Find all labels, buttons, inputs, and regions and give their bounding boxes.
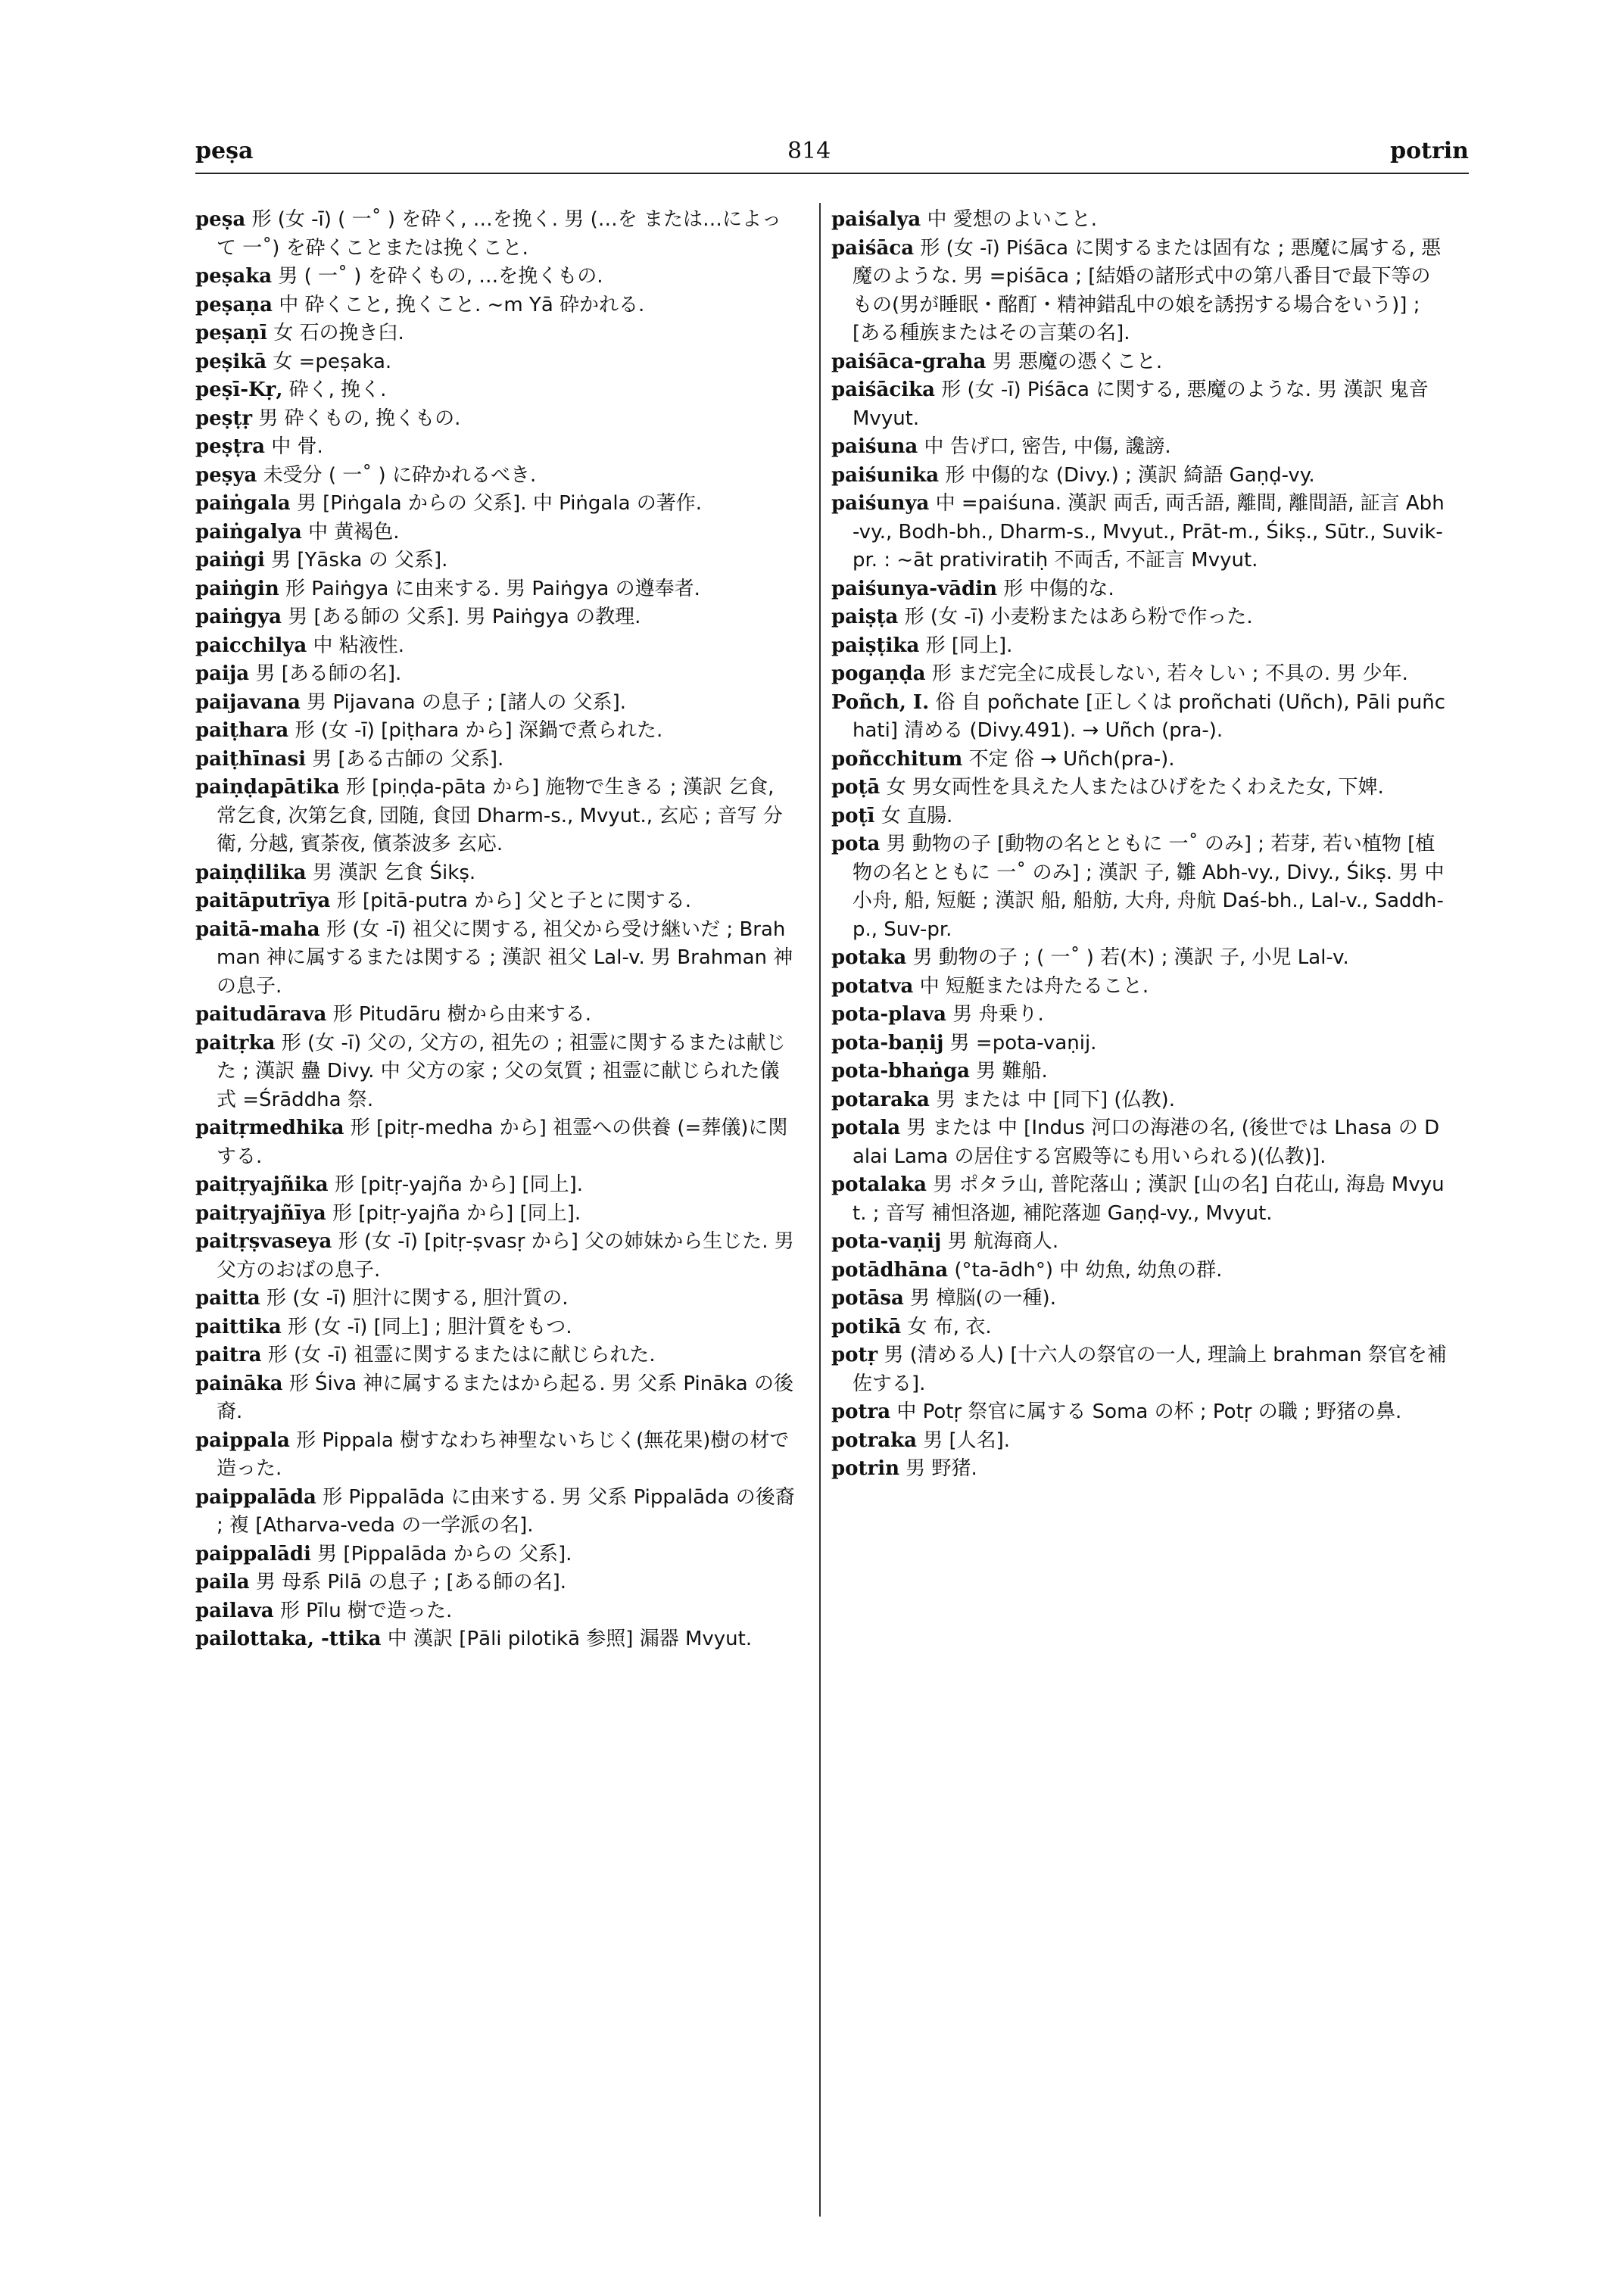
entry-definition: 男 母系 Pilā の息子 ; [ある師の名]. (255, 1571, 567, 1594)
entry-definition: 形 [piṇḍa-pāta から] 施物で生きる ; 漢訳 乞食, 常乞食, 次第乞食, 団随, 食団 Dharm-s., Mvyut., 玄応 ; 音写 分衛, 分越, 賓荼夜, 儐荼波多 玄応. (217, 776, 783, 855)
dictionary-entry (831, 1427, 1448, 1456)
entry-definition: 男 または 中 [Indus 河口の海港の名, (後世では Lhasa の Dalai Lama の居住する宮殿等にも用いられる)(仏教)]. (853, 1117, 1440, 1168)
entry-definition: 男 航海商人. (947, 1230, 1059, 1253)
dictionary-entry (195, 1228, 798, 1285)
entry-headword: peṣya (195, 463, 257, 487)
entry-headword: potala (831, 1117, 901, 1139)
dictionary-entry (195, 1030, 798, 1115)
entry-definition: 形 (女 -ī) 小麦粉またはあら粉で作った. (904, 606, 1253, 628)
dictionary-entry (831, 433, 1448, 462)
entry-headword: paiśalya (831, 208, 921, 231)
dictionary-entry (195, 717, 798, 746)
entry-headword: pota-baṇij (831, 1031, 944, 1055)
entry-definition: 形 [pitā-putra から] 父と子とに関する. (336, 889, 692, 912)
dictionary-entry (195, 1427, 798, 1484)
entry-definition: 男 舟乗り. (952, 1003, 1044, 1026)
dictionary-entry (195, 376, 798, 405)
entry-definition: 中 砕くこと, 挽くこと. ~m Yā 砕かれる. (279, 293, 645, 316)
entry-headword: potra (831, 1400, 891, 1423)
entry-definition: 男 難船. (976, 1060, 1048, 1083)
dictionary-entry (195, 1541, 798, 1569)
entry-definition: 男 動物の子 [動物の名とともに 一˚ のみ] ; 若芽, 若い植物 [植物の名とともに 一˚ のみ] ; 漢訳 子, 雛 Abh-vy., Divy., Śikṣ. 男 中 小舟, 船, 短艇 ; 漢訳 船, 船舫, 大舟, 舟航 Daś-bh., Lal-v., Saddh-p., Suv-pr. (853, 833, 1445, 941)
entry-headword: paiśuna (831, 435, 918, 458)
entry-definition: 男 または 中 [同下] (仏教). (936, 1088, 1175, 1111)
entry-headword: paiṅgin (195, 577, 279, 600)
entry-headword: paicchilya (195, 634, 307, 657)
entry-definition: 男 [ある古師の 父系]. (312, 747, 504, 771)
entry-headword: potaraka (831, 1088, 930, 1111)
dictionary-entry (195, 547, 798, 575)
entry-headword: poṭā (831, 776, 881, 799)
dictionary-entry (195, 1484, 798, 1541)
entry-headword: paiśāca-graha (831, 350, 987, 373)
entry-definition: 女 =peṣaka. (273, 350, 392, 373)
entry-headword: paitra (195, 1344, 262, 1366)
entry-headword: paijavana (195, 690, 301, 714)
dictionary-entry (195, 1001, 798, 1030)
entry-definition: 形 Pippala 樹すなわち神聖ないちじく(無花果)樹の材で造った. (217, 1428, 790, 1480)
dictionary-entry (831, 575, 1448, 604)
entry-headword: paiśācika (831, 379, 935, 401)
entry-definition: 男 動物の子 ; ( 一˚ ) 若(木) ; 漢訳 子, 小児 Lal-v. (912, 946, 1349, 969)
entry-definition: 中 粘液性. (313, 634, 404, 657)
dictionary-entry (831, 376, 1448, 433)
entry-definition: 男 Pijavana の息子 ; [諸人の 父系]. (307, 690, 626, 714)
entry-headword: potikā (831, 1315, 902, 1338)
dictionary-entry (831, 1001, 1448, 1030)
dictionary-entry (195, 1625, 798, 1654)
entry-headword: paitā-maha (195, 918, 320, 941)
entry-definition: 形 まだ完全に成長しない, 若々しい ; 不具の. 男 少年. (931, 662, 1408, 685)
entry-definition: 形 (女 -ī) Piśāca に関するまたは固有な ; 悪魔に属する, 悪魔のような. 男 =piśāca ; [結婚の諸形式中の第八番目で最下等のもの(男が睡眠・酩酊・精神錯乱中の娘を誘拐する場合をいう)] ; [ある種族またはその言葉の名]. (853, 236, 1442, 344)
entry-definition: 男 ポタラ山, 普陀落山 ; 漢訳 [山の名] 白花山, 海島 Mvyut. ; 音写 補怛洛迦, 補陀落迦 Gaṇḍ-vy., Mvyut. (853, 1173, 1445, 1225)
entry-headword: Poñch, I. (831, 690, 930, 714)
entry-definition: 形 (女 -ī) [同上] ; 胆汁質をもつ. (287, 1315, 572, 1338)
dictionary-entry (195, 575, 798, 604)
dictionary-entry (195, 291, 798, 320)
entry-headword: paitudārava (195, 1003, 327, 1026)
entry-definition: 未受分 ( 一˚ ) に砕かれるべき. (263, 463, 537, 487)
entry-definition: 形 (女 -ī) 胆汁に関する, 胆汁質の. (267, 1287, 569, 1310)
entry-definition: 俗 自 poñchate [正しくは proñchati (Uñch), Pāli puñchati] 清める (Divy.491). → Uñch (pra-). (853, 690, 1445, 742)
dictionary-entry (195, 263, 798, 291)
dictionary-entry (195, 916, 798, 1002)
entry-definition: 中 愛想のよいこと. (927, 208, 1098, 231)
dictionary-entry (831, 660, 1448, 689)
entry-definition: 形 (女 -ī) [piṭhara から] 深鍋で煮られた. (295, 719, 663, 742)
entry-definition: 男 砕くもの, 挽くもの. (258, 407, 461, 430)
dictionary-entry (831, 490, 1448, 575)
dictionary-entry (195, 1370, 798, 1427)
dictionary-entry (831, 1228, 1448, 1257)
entry-definition: 形 (女 -ī) 祖霊に関するまたはに献じられた. (267, 1344, 656, 1366)
dictionary-entry (831, 1114, 1448, 1171)
entry-headword: peṣaṇī (195, 322, 267, 344)
dictionary-entry (831, 774, 1448, 802)
entry-headword: paiṅgya (195, 606, 282, 628)
entry-definition: 中 告げ口, 密告, 中傷, 讒謗. (924, 435, 1171, 458)
entry-headword: paiṭhara (195, 719, 289, 742)
entry-headword: potaka (831, 946, 907, 969)
dictionary-entry (195, 405, 798, 434)
entry-headword: potṛ (831, 1344, 878, 1366)
dictionary-entry (831, 944, 1448, 973)
dictionary-entry (195, 603, 798, 632)
entry-headword: potatva (831, 974, 914, 998)
entry-definition: 形 (女 -ī) [pitṛ-ṣvasṛ から] 父の姉妹から生じた. 男 父方のおばの息子. (217, 1230, 794, 1282)
entry-headword: pota (831, 833, 881, 855)
entry-definition: 女 男女両性を具えた人またはひげをたくわえた女, 下婢. (886, 776, 1384, 799)
entry-definition: 男 ( 一˚ ) を砕くもの, …を挽くもの. (278, 265, 603, 288)
dictionary-entry (195, 746, 798, 774)
entry-headword: paiśunya-vādin (831, 577, 998, 600)
column-divider (819, 203, 821, 2217)
entry-headword: paiṭhīnasi (195, 747, 306, 771)
dictionary-entry (831, 206, 1448, 235)
entry-definition: 形 Pippalāda に由来する. 男 父系 Pippalāda の後裔 ; 複 [Atharva-veda の一学派の名]. (217, 1485, 795, 1537)
entry-definition: 形 (女 -ī) 父の, 父方の, 祖先の ; 祖霊に関するまたは献じた ; 漢訳 蠱 Divy. 中 父方の家 ; 父の気質 ; 祖霊に献じられた儀式 =Śrāddha 祭. (217, 1031, 786, 1111)
dictionary-entry (195, 1597, 798, 1626)
entry-headword: paija (195, 662, 250, 685)
entry-headword: pota-bhaṅga (831, 1060, 971, 1083)
dictionary-entry (195, 206, 798, 263)
entry-headword: paippala (195, 1428, 290, 1452)
entry-definition: 砕く, 挽く. (288, 379, 387, 401)
dictionary-entry (195, 887, 798, 916)
entry-headword: paippalādi (195, 1542, 311, 1566)
dictionary-entry (831, 462, 1448, 491)
dictionary-entry (831, 603, 1448, 632)
entry-headword: potāsa (831, 1287, 904, 1310)
dictionary-entry (195, 1171, 798, 1200)
entry-definition: 形 (女 -ī) Piśāca に関する, 悪魔のような. 男 漢訳 鬼音 Mvyut. (853, 379, 1429, 430)
entry-definition: 男 [Pippalāda からの 父系]. (317, 1542, 572, 1566)
entry-headword: paiṣṭa (831, 606, 899, 628)
entry-headword: potalaka (831, 1173, 927, 1196)
entry-headword: peṣikā (195, 350, 267, 373)
dictionary-entry (831, 802, 1448, 831)
dictionary-entry (195, 433, 798, 462)
entry-headword: peṣṭṛ (195, 407, 253, 430)
dictionary-entry (195, 519, 798, 547)
entry-definition: 形 Pīlu 樹で造った. (279, 1599, 453, 1622)
entry-definition: 男 =pota-vaṇij. (949, 1031, 1097, 1055)
entry-headword: peṣī-Kṛ, (195, 379, 283, 401)
entry-definition: 形 中傷的な (Divy.) ; 漢訳 綺語 Gaṇḍ-vy. (945, 463, 1315, 487)
dictionary-entry (831, 235, 1448, 348)
page-number: 814 (787, 138, 831, 164)
entry-headword: paināka (195, 1372, 283, 1395)
dictionary-entry (195, 1313, 798, 1342)
entry-definition: (°ta-ādh°) 中 幼魚, 幼魚の群. (954, 1258, 1223, 1282)
dictionary-entry (831, 1313, 1448, 1342)
dictionary-entry (831, 830, 1448, 944)
entry-definition: 形 Paiṅgya に由来する. 男 Paiṅgya の遵奉者. (285, 577, 700, 600)
dictionary-entry (195, 1569, 798, 1597)
entry-headword: paitṛṣvaseya (195, 1230, 332, 1253)
dictionary-entry (195, 1285, 798, 1313)
entry-definition: 女 石の挽き臼. (273, 322, 404, 344)
entry-definition: 男 悪魔の憑くこと. (992, 350, 1163, 373)
dictionary-entry (195, 774, 798, 859)
dictionary-entry (831, 632, 1448, 661)
dictionary-entry (195, 660, 798, 689)
dictionary-entry (195, 348, 798, 377)
entry-headword: paiṇḍapātika (195, 776, 340, 799)
right-column (831, 206, 1448, 1484)
entry-definition: 形 [pitṛ-yajña から] [同上]. (332, 1201, 581, 1225)
entry-definition: 中 =paiśuna. 漢訳 両舌, 両舌語, 離間, 離間語, 証言 Abh-vy., Bodh-bh., Dharm-s., Mvyut., Prāt-m., Śikṣ., Sūtr., Suvik-pr. : ~āt prativiratiḥ 不両舌, 不証言 Mvyut. (853, 492, 1445, 572)
entry-definition: 中 骨. (271, 435, 323, 458)
dictionary-entry (831, 1455, 1448, 1484)
dictionary-entry (195, 689, 798, 718)
entry-headword: paitāputrīya (195, 889, 331, 912)
dictionary-entry (195, 319, 798, 348)
entry-headword: paiśunika (831, 463, 940, 487)
dictionary-entry (831, 1285, 1448, 1313)
entry-headword: paiṅgi (195, 549, 265, 572)
entry-headword: paiśunya (831, 492, 930, 515)
dictionary-entry (831, 746, 1448, 774)
left-column (195, 206, 798, 1654)
entry-definition: 形 [同上]. (925, 634, 1013, 657)
entry-headword: potraka (831, 1428, 917, 1452)
dictionary-entry (831, 1257, 1448, 1285)
entry-headword: paippalāda (195, 1485, 316, 1509)
entry-definition: 形 (女 -ī) ( 一˚ ) を砕く, …を挽く. 男 (…を または…によって 一˚) を砕くことまたは挽くこと. (217, 208, 781, 260)
entry-headword: pailava (195, 1599, 274, 1622)
entry-headword: paitṛyajñika (195, 1173, 329, 1196)
entry-headword: poñcchitum (831, 747, 963, 771)
entry-headword: peṣṭra (195, 435, 265, 458)
entry-headword: paiṇḍilika (195, 861, 307, 884)
entry-definition: 形 Pitudāru 樹から由来する. (332, 1003, 592, 1026)
entry-definition: 男 野猪. (906, 1457, 977, 1480)
entry-definition: 女 直腸. (881, 804, 953, 827)
entry-definition: 男 樟脳(の一種). (910, 1287, 1056, 1310)
entry-definition: 形 [pitṛ-medha から] 祖霊への供養 (=葬儀)に関する. (217, 1117, 788, 1168)
entry-headword: paila (195, 1571, 250, 1594)
entry-headword: paitta (195, 1287, 260, 1310)
entry-headword: peṣaka (195, 265, 273, 288)
entry-definition: 男 漢訳 乞食 Śikṣ. (312, 861, 476, 884)
entry-definition: 男 [ある師の 父系]. 男 Paiṅgya の教理. (288, 606, 641, 628)
entry-headword: paittika (195, 1315, 282, 1338)
entry-headword: poṭī (831, 804, 875, 827)
dictionary-entry (831, 689, 1448, 746)
entry-definition: 形 中傷的な. (1003, 577, 1114, 600)
entry-definition: 中 Potṛ 祭官に属する Soma の杯 ; Potṛ の職 ; 野猪の鼻. (896, 1400, 1402, 1423)
dictionary-entry (195, 462, 798, 491)
guide-word-left: peṣa (195, 138, 254, 164)
entry-definition: 不定 俗 → Uñch(pra-). (968, 747, 1175, 771)
entry-headword: pailottaka, -ttika (195, 1628, 382, 1650)
entry-definition: 男 [Yāska の 父系]. (271, 549, 448, 572)
dictionary-entry (831, 348, 1448, 377)
entry-headword: pota-plava (831, 1003, 947, 1026)
entry-definition: 男 [ある師の名]. (255, 662, 402, 685)
dictionary-entry (195, 1341, 798, 1370)
dictionary-entry (195, 490, 798, 519)
dictionary-entry (831, 1058, 1448, 1086)
entry-definition: 形 [pitṛ-yajña から] [同上]. (334, 1173, 584, 1196)
entry-definition: 中 短艇または舟たること. (919, 974, 1149, 998)
entry-headword: peṣa (195, 208, 246, 231)
dictionary-entry (831, 1171, 1448, 1228)
entry-definition: 形 (女 -ī) 祖父に関する, 祖父から受け継いだ ; Brahman 神に属するまたは関する ; 漢訳 祖父 Lal-v. 男 Brahman 神の息子. (217, 918, 793, 998)
dictionary-entry (831, 1030, 1448, 1058)
dictionary-entry (831, 1341, 1448, 1398)
entry-headword: paitṛmedhika (195, 1117, 344, 1139)
entry-headword: paiṅgalya (195, 520, 302, 544)
entry-headword: peṣaṇa (195, 293, 273, 316)
entry-headword: paitṛka (195, 1031, 276, 1055)
header-rule (195, 173, 1469, 174)
guide-word-right: potrin (1390, 138, 1469, 164)
entry-headword: paiṣṭika (831, 634, 920, 657)
entry-definition: 中 黄褐色. (307, 520, 400, 544)
entry-definition: 形 Śiva 神に属するまたはから起る. 男 父系 Pināka の後裔. (217, 1372, 793, 1423)
dictionary-entry (831, 973, 1448, 1002)
entry-headword: paiśāca (831, 236, 915, 260)
entry-definition: 男 [人名]. (923, 1428, 1011, 1452)
dictionary-entry (831, 1086, 1448, 1115)
entry-headword: paiṅgala (195, 492, 291, 515)
entry-headword: potādhāna (831, 1258, 949, 1282)
entry-headword: pogaṇḍa (831, 662, 926, 685)
entry-definition: 男 (清める人) [十六人の祭官の一人, 理論上 brahman 祭官を補佐する]. (853, 1344, 1447, 1395)
entry-definition: 女 布, 衣. (907, 1315, 992, 1338)
entry-definition: 中 漢訳 [Pāli pilotikā 参照] 漏器 Mvyut. (387, 1628, 753, 1650)
dictionary-entry (195, 632, 798, 661)
entry-headword: paitṛyajñīya (195, 1201, 326, 1225)
entry-headword: potrin (831, 1457, 900, 1480)
dictionary-entry (195, 1114, 798, 1171)
dictionary-entry (195, 859, 798, 888)
dictionary-entry (831, 1398, 1448, 1427)
entry-headword: pota-vaṇij (831, 1230, 942, 1253)
dictionary-entry (195, 1200, 798, 1229)
entry-definition: 男 [Piṅgala からの 父系]. 中 Piṅgala の著作. (296, 492, 703, 515)
